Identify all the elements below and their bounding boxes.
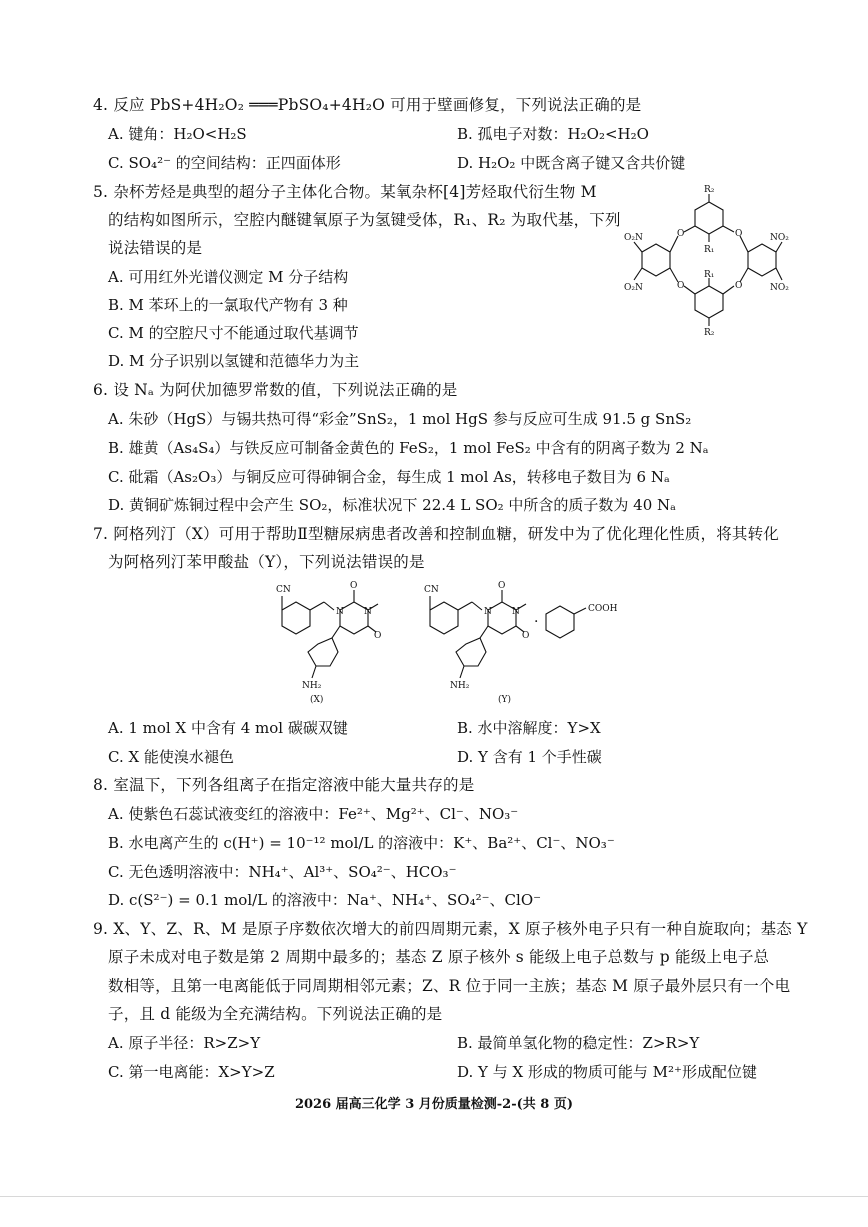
q9-option-a: A. 原子半径：R>Z>Y xyxy=(108,1034,261,1052)
q5-fig-r1-bottom: R₁ xyxy=(704,270,715,280)
q6-option-d: D. 黄铜矿炼铜过程中会产生 SO₂，标准状况下 22.4 L SO₂ 中所含的质子数为 40 Nₐ xyxy=(108,496,676,514)
q9-stem-line1: 9. X、Y、Z、R、M 是原子序数依次增大的前四周期元素，X 原子核外电子只有一种自旋取向；基态 Y xyxy=(93,920,808,938)
q7-fig-x-nh2: NH₂ xyxy=(302,681,322,691)
q7-fig-y-n1: N xyxy=(484,607,492,617)
q9-stem-line4: 子，且 d 能级为全充满结构。下列说法正确的是 xyxy=(108,1005,443,1023)
q5-stem-line2: 的结构如图所示，空腔内醚键氧原子为氢键受体，R₁、R₂ 为取代基，下列 xyxy=(108,211,621,229)
q8-option-a: A. 使紫色石蕊试液变红的溶液中：Fe²⁺、Mg²⁺、Cl⁻、NO₃⁻ xyxy=(108,805,519,823)
q6-option-b: B. 雄黄（As₄S₄）与铁反应可制备金黄色的 FeS₂，1 mol FeS₂ 中含有的阴离子数为 2 Nₐ xyxy=(108,439,709,457)
q5-fig-o4: O xyxy=(735,281,743,291)
q6-option-c: C. 砒霜（As₂O₃）与铜反应可得砷铜合金，每生成 1 mol As，转移电子数目为 6 Nₐ xyxy=(108,468,670,486)
q7-fig-y-o2: O xyxy=(522,631,530,641)
q4-option-c: C. SO₄²⁻ 的空间结构：正四面体形 xyxy=(108,154,341,172)
q7-option-c: C. X 能使溴水褪色 xyxy=(108,748,234,766)
q5-fig-o2n-top: O₂N xyxy=(624,233,643,243)
q7-fig-x-n2: N xyxy=(364,607,372,617)
q5-fig-no2-bottom: NO₂ xyxy=(770,283,789,293)
q7-fig-x-o2: O xyxy=(374,631,382,641)
q9-stem-line2: 原子未成对电子数是第 2 周期中最多的；基态 Z 原子核外 s 能级上电子总数与 p 能级上电子总 xyxy=(108,948,770,966)
q5-stem-line3: 说法错误的是 xyxy=(108,239,203,257)
q6-option-a: A. 朱砂（HgS）与锡共热可得“彩金”SnS₂，1 mol HgS 参与反应可生成 91.5 g SnS₂ xyxy=(108,410,692,428)
q7-fig-y-n2: N xyxy=(512,607,520,617)
q7-fig-x-cn: CN xyxy=(276,585,291,595)
q5-option-d: D. M 分子识别以氢键和范德华力为主 xyxy=(108,352,360,370)
q5-fig-no2-top: NO₂ xyxy=(770,233,789,243)
q5-fig-r2-bottom: R₂ xyxy=(704,328,715,338)
q7-molecule-figure xyxy=(260,580,640,710)
q8-stem: 8. 室温下，下列各组离子在指定溶液中能大量共存的是 xyxy=(93,776,475,794)
q6-stem: 6. 设 Nₐ 为阿伏加德罗常数的值，下列说法正确的是 xyxy=(93,381,458,399)
q5-fig-o2: O xyxy=(735,229,743,239)
q5-fig-o2n-bottom: O₂N xyxy=(624,283,643,293)
q5-option-b: B. M 苯环上的一氯取代产物有 3 种 xyxy=(108,296,348,314)
q7-fig-salt-dot: · xyxy=(534,614,539,630)
q9-option-c: C. 第一电离能：X>Y>Z xyxy=(108,1063,275,1081)
q5-fig-r2-top: R₂ xyxy=(704,185,715,195)
page-footer: 2026 届高三化学 3 月份质量检测-2-(共 8 页) xyxy=(294,1097,574,1112)
q4-option-b: B. 孤电子对数：H₂O₂<H₂O xyxy=(457,125,649,143)
q5-stem-line1: 5. 杂杯芳烃是典型的超分子主体化合物。某氧杂杯[4]芳烃取代衍生物 M xyxy=(93,183,597,201)
q7-fig-y-label: (Y) xyxy=(498,695,511,705)
q7-fig-x-o1: O xyxy=(350,581,358,591)
q7-option-d: D. Y 含有 1 个手性碳 xyxy=(457,748,602,766)
q5-option-a: A. 可用红外光谱仪测定 M 分子结构 xyxy=(108,268,349,286)
q7-fig-y-nh2: NH₂ xyxy=(450,681,470,691)
q7-fig-x-n1: N xyxy=(336,607,344,617)
q5-fig-o1: O xyxy=(677,229,685,239)
q7-stem-line1: 7. 阿格列汀（X）可用于帮助Ⅱ型糖尿病患者改善和控制血糖，研发中为了优化理化性质，将其转化 xyxy=(93,525,779,543)
q4-option-a: A. 键角：H₂O<H₂S xyxy=(108,125,247,143)
q7-option-b: B. 水中溶解度：Y>X xyxy=(457,719,601,737)
q7-stem-line2: 为阿格列汀苯甲酸盐（Y），下列说法错误的是 xyxy=(108,553,425,571)
q5-fig-r1-top: R₁ xyxy=(704,245,715,255)
q8-option-c: C. 无色透明溶液中：NH₄⁺、Al³⁺、SO₄²⁻、HCO₃⁻ xyxy=(108,863,457,881)
q7-fig-y-o1: O xyxy=(498,581,506,591)
q7-fig-y-cn: CN xyxy=(424,585,439,595)
q5-molecule-figure xyxy=(624,182,794,342)
q5-option-c: C. M 的空腔尺寸不能通过取代基调节 xyxy=(108,324,359,342)
q7-option-a: A. 1 mol X 中含有 4 mol 碳碳双键 xyxy=(108,719,348,737)
q7-fig-cooh: COOH xyxy=(588,604,618,614)
q8-option-d: D. c(S²⁻) = 0.1 mol/L 的溶液中：Na⁺、NH₄⁺、SO₄²⁻、ClO⁻ xyxy=(108,891,542,909)
q5-fig-o3: O xyxy=(677,281,685,291)
q9-option-b: B. 最简单氢化物的稳定性：Z>R>Y xyxy=(457,1034,700,1052)
q8-option-b: B. 水电离产生的 c(H⁺) = 10⁻¹² mol/L 的溶液中：K⁺、Ba²⁺、Cl⁻、NO₃⁻ xyxy=(108,834,615,852)
q4-option-d: D. H₂O₂ 中既含离子键又含共价键 xyxy=(457,154,686,172)
q9-option-d: D. Y 与 X 形成的物质可能与 M²⁺形成配位键 xyxy=(457,1063,757,1081)
q4-stem: 4. 反应 PbS+4H₂O₂ ═══PbSO₄+4H₂O 可用于壁画修复，下列说法正确的是 xyxy=(93,96,642,114)
q7-fig-x-label: (X) xyxy=(310,695,324,705)
page-bottom-divider xyxy=(0,1196,868,1197)
q9-stem-line3: 数相等，且第一电离能低于同周期相邻元素；Z、R 位于同一主族；基态 M 原子最外层只有一个电 xyxy=(108,977,791,995)
